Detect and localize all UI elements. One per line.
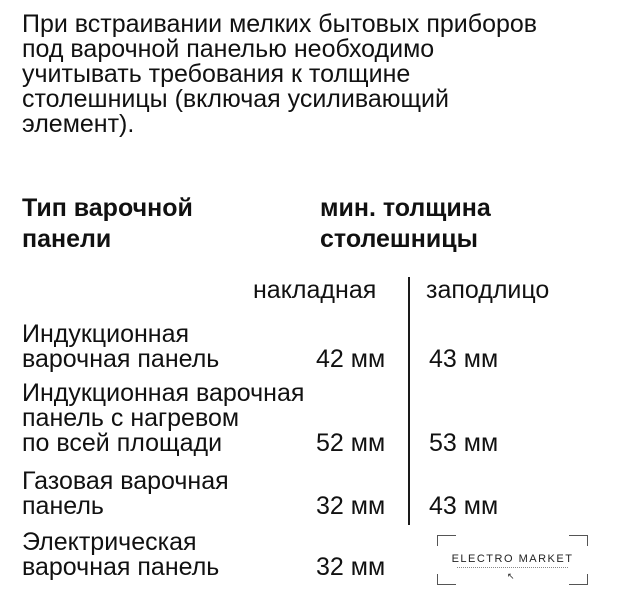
row-3-name: Газовая варочная панель [22, 467, 229, 520]
row-1-name: Индукционная варочная панель [22, 320, 220, 373]
row-1-overlay-value: 42 мм [316, 345, 386, 373]
logo-text: ELECTRO MARKET [451, 553, 574, 565]
logo-bracket-top-right [569, 535, 588, 546]
row-2-flush-value: 53 мм [429, 429, 499, 457]
logo-bracket-bottom-right [569, 574, 588, 585]
logo-bracket-top-left [437, 535, 456, 546]
column-divider [408, 277, 410, 525]
intro-text: При встраивании мелких бытовых приборов под варочной панелью необходимо учитывать требования к толщине столешницы (включая усиливающий элемент). [22, 10, 538, 138]
row-4-overlay-value: 32 мм [316, 553, 386, 581]
row-1-flush-value: 43 мм [429, 345, 499, 373]
row-4-name: Электрическая варочная панель [22, 528, 220, 581]
row-2-name: Индукционная варочная панель с нагревом по всей площади [22, 379, 305, 457]
logo-bracket-bottom-left [437, 574, 456, 585]
header-hob-type: Тип варочной панели [22, 194, 193, 253]
cursor-arrow-icon: ↖ [507, 571, 515, 581]
row-2-overlay-value: 52 мм [316, 429, 386, 457]
column-overlay-label: накладная [253, 276, 377, 304]
row-3-flush-value: 43 мм [429, 492, 499, 520]
header-min-thickness: мин. толщина столешницы [320, 194, 491, 253]
row-3-overlay-value: 32 мм [316, 492, 386, 520]
electro-market-logo [437, 535, 588, 585]
column-flush-label: заподлицо [426, 276, 550, 304]
